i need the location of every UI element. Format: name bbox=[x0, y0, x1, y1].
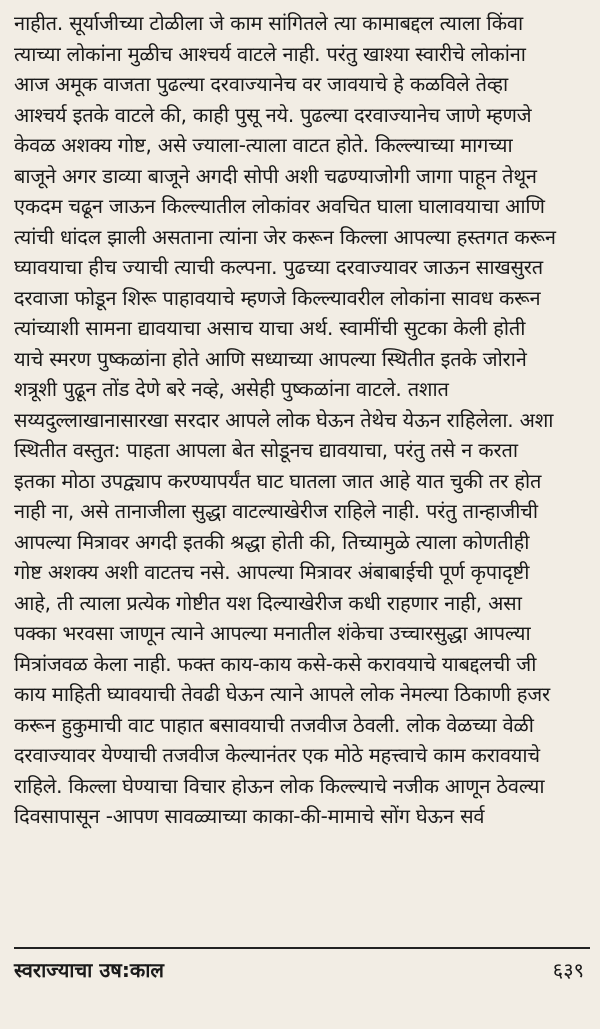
text-line: मित्रांजवळ केला नाही. फक्त काय-काय कसे-कसे करावयाचे याबद्दलची जी bbox=[14, 651, 537, 676]
text-line: त्यांच्याशी सामना द्यावयाचा असाच याचा अर्थ. स्वामींची सुटका केली होती bbox=[14, 316, 526, 340]
text-line: आपल्या मित्रावर अगदी इतकी श्रद्धा होती की, तिच्यामुळे त्याला कोणतीही bbox=[14, 529, 530, 554]
text-line: एकदम चढून जाऊन किल्ल्यातील लोकांवर अवचित घाला घालावयाचा आणि bbox=[14, 194, 545, 218]
book-title: स्वराज्याचा उष:काल bbox=[14, 958, 164, 982]
text-line: स्थितीत वस्तुत: पाहता आपला बेत सोडूनच द्यावयाचा, परंतु तसे न करता bbox=[14, 438, 518, 462]
text-line: नाही ना, असे तानाजीला सुद्धा वाटल्याखेरीज राहिले नाही. परंतु तान्हाजीची bbox=[14, 499, 538, 523]
text-line: आज अमूक वाजता पुढल्या दरवाज्यानेच वर जावयाचे हे कळविले तेव्हा bbox=[14, 72, 509, 96]
page-number: ६३९ bbox=[552, 958, 584, 982]
text-line: दरवाजा फोडून शिरू पाहावयाचे म्हणजे किल्ल्यावरील लोकांना सावध करून bbox=[14, 285, 541, 310]
text-line: नाहीत. सूर्याजीच्या टोळीला जे काम सांगितले त्या कामाबद्दल त्याला किंवा bbox=[14, 11, 523, 35]
page-footer bbox=[14, 956, 590, 986]
text-line: त्याच्या लोकांना मुळीच आश्चर्य वाटले नाही. परंतु खाश्या स्वारीचे लोकांना bbox=[14, 41, 526, 66]
text-line: बाजूने अगर डाव्या बाजूने अगदी सोपी अशी चढण्याजोगी जागा पाहून तेथून bbox=[14, 163, 537, 188]
text-line: दरवाज्यावर येण्याची तजवीज केल्यानंतर एक मोठे महत्त्वाचे काम करावयाचे bbox=[14, 743, 540, 767]
text-line: घ्यावयाचा हीच ज्याची त्याची कल्पना. पुढच्या दरवाज्यावर जाऊन साखसुरत bbox=[14, 255, 543, 279]
text-line: आश्चर्य इतके वाटले की, काही पुसू नये. पुढल्या दरवाज्यानेच जाणे म्हणजे bbox=[14, 102, 532, 127]
footer-divider bbox=[14, 947, 590, 949]
text-line: गोष्ट अशक्य अशी वाटतच नसे. आपल्या मित्रावर अंबाबाईची पूर्ण कृपादृष्टी bbox=[14, 560, 530, 584]
text-line: करून हुकुमाची वाट पाहात बसावयाची तजवीज ठेवली. लोक वेळच्या वेळी bbox=[14, 712, 534, 737]
text-line: आहे, ती त्याला प्रत्येक गोष्टीत यश दिल्याखेरीज कधी राहणार नाही, असा bbox=[14, 590, 522, 615]
text-line: पक्का भरवसा जाणून त्याने आपल्या मनातील शंकेचा उच्चारसुद्धा आपल्या bbox=[14, 621, 531, 645]
text-line: दिवसापासून -आपण सावळ्याच्या काका-की-मामाचे सोंग घेऊन सर्व bbox=[14, 804, 485, 828]
text-line: राहिले. किल्ला घेण्याचा विचार होऊन लोक किल्ल्याचे नजीक आणून ठेवल्या bbox=[14, 773, 545, 798]
text-line: शत्रूशी पुढून तोंड देणे बरे नव्हे, असेही पुष्कळांना वाटले. तशात bbox=[14, 377, 449, 401]
text-line: याचे स्मरण पुष्कळांना होते आणि सध्याच्या आपल्या स्थितीत इतके जोराने bbox=[14, 346, 527, 371]
text-line: सय्यदुल्लाखानासारखा सरदार आपले लोक घेऊन तेथेच येऊन राहिलेला. अशा bbox=[14, 407, 554, 432]
text-line: त्यांची धांदल झाली असताना त्यांना जेर करून किल्ला आपल्या हस्तगत करून bbox=[14, 224, 556, 249]
text-line: इतका मोठा उपद्व्याप करण्यापर्यंत घाट घातला जात आहे यात चुकी तर होत bbox=[14, 468, 542, 493]
text-line: केवळ अशक्य गोष्ट, असे ज्याला-त्याला वाटत होते. किल्ल्याच्या मागच्या bbox=[14, 133, 513, 157]
body-text bbox=[14, 8, 590, 832]
text-line: काय माहिती घ्यावयाची तेवढी घेऊन त्याने आपले लोक नेमल्या ठिकाणी हजर bbox=[14, 682, 550, 706]
